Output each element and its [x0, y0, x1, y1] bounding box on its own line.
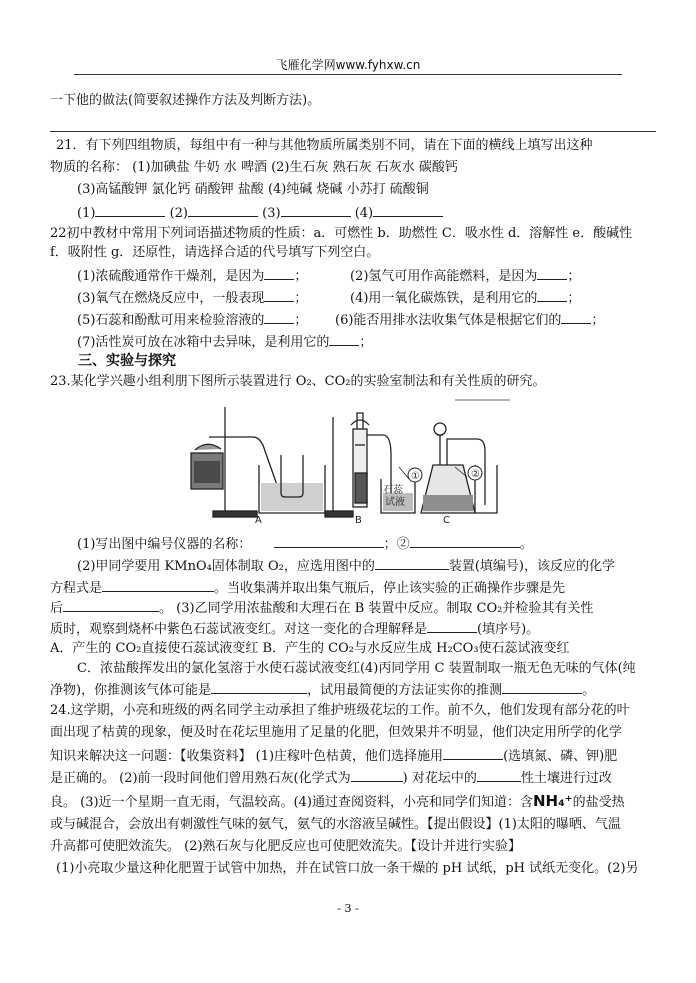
label-c: C [443, 515, 450, 525]
answer-blank[interactable] [477, 768, 521, 782]
label-a: A [255, 515, 262, 525]
question-23: 23.某化学兴趣小组利朋下图所示装置进行 O₂、CO₂的实验室制法和有关性质的研究。 [50, 374, 546, 389]
answer-blank[interactable] [410, 534, 520, 548]
answer-blank[interactable] [561, 310, 591, 324]
answer-blank[interactable] [63, 598, 159, 612]
ammonium-formula: NH₄⁺ [532, 792, 573, 810]
answer-blank[interactable] [264, 288, 294, 302]
answer-rule [50, 131, 656, 132]
text-line: (1)小亮取少量这种化肥置于试管中加热，并在试管口放一条干燥的 pH 试纸，pH 试纸无变化。(2)另 [56, 861, 639, 876]
label-2: ② [471, 469, 480, 480]
answer-blank[interactable] [443, 746, 503, 760]
question-24: 24.这学期，小亮和班级的两名同学主动承担了维护班级花坛的工作。前不久，他们发现有部分花的叶 [50, 703, 630, 718]
text-line: (3)氧气在燃烧反应中，一般表现 ； [77, 288, 307, 307]
apparatus-c [421, 423, 497, 513]
answer-blank[interactable] [537, 266, 567, 280]
text-line: 升高都可使肥效流失。 (2)熟石灰与化肥反应也可使肥效流失。【设计并进行实验】 [50, 839, 522, 854]
text-line: (6)能否用排水法收集气体是根据它们的 ； [335, 310, 604, 329]
label-litmus-1: 石蕊 [383, 485, 403, 496]
answer-blank[interactable] [95, 203, 165, 217]
text-line: (1)浓硫酸通常作干燥剂，是因为 ； [77, 266, 307, 285]
text-line: C．浓盐酸挥发出的氯化氢溶于水使石蕊试液变红(4)丙同学用 C 装置制取一瓶无色无味的气体(纯 [77, 661, 636, 676]
answer-blank[interactable] [264, 266, 294, 280]
text-line: (4)用一氧化碳炼铁，是利用它的 ； [350, 288, 580, 307]
answer-blank[interactable] [188, 203, 258, 217]
apparatus-a [191, 407, 325, 517]
apparatus-figure [185, 395, 515, 525]
answer-blanks-21: (1) (2) (3) (4) [77, 203, 443, 222]
answer-blank[interactable] [102, 578, 214, 592]
answer-blank[interactable] [329, 332, 359, 346]
answer-blank[interactable] [281, 203, 351, 217]
text-line: 一下他的做法(简要叙述操作方法及判断方法)。 [50, 93, 321, 108]
answer-blank[interactable] [375, 556, 449, 570]
text-line: (2)甲同学要用 KMnO₄固体制取 O₂，应选用图中的 装置(填编号)，该反应的化学 [77, 556, 615, 575]
text-line: 或与碱混合，会放出有刺激性气味的氨气，氨气的水溶液呈碱性。【提出假设】(1)太阳的曝晒、气温 [50, 817, 621, 832]
section-heading: 三、实验与探究 [78, 353, 176, 369]
text-line: f．吸附性 g．还原性，请选择合适的代号填写下列空白。 [50, 245, 380, 260]
answer-blank[interactable] [502, 680, 582, 694]
label-b: B [355, 515, 362, 525]
text-line: 知识来解决这一问题：【收集资料】 (1)庄稼叶色枯黄，他们选择施用 (选填氮、磷、钾)肥 [50, 746, 617, 765]
text-line: (2)氢气可用作高能燃料，是因为 ； [350, 266, 580, 285]
text-line: 后 。 (3)乙同学用浓盐酸和大理石在 B 装置中反应。制取 CO₂并检验其有关性 [50, 598, 593, 617]
page-number: - 3 - [337, 902, 359, 915]
text-line: (5)石蕊和酚酞可用来检验溶液的 ； [77, 310, 307, 329]
page-header: 飞雁化学网www.fyhxw.cn [275, 58, 421, 72]
label-1: ① [411, 471, 420, 482]
answer-blank[interactable] [373, 203, 443, 217]
answer-blank[interactable] [211, 680, 307, 694]
question-21: 21．有下列四组物质，每组中有一种与其他物质所属类别不同，请在下面的横线上填写出这种 [56, 138, 593, 153]
label-litmus-2: 试液 [385, 497, 405, 508]
header-rule [74, 74, 622, 75]
answer-blank[interactable] [427, 619, 477, 633]
text-line: (3)高锰酸钾 氯化钙 硝酸钾 盐酸 (4)纯碱 烧碱 小苏打 硫酸铜 [77, 182, 429, 197]
answer-blank[interactable] [274, 534, 384, 548]
answer-blank[interactable] [351, 768, 403, 782]
text-line: A．产生的 CO₂直接使石蕊试液变红 B．产生的 CO₂与水反应生成 H₂CO₃使石蕊试液变红 [50, 641, 570, 656]
text-line: 物质的名称： (1)加碘盐 牛奶 水 啤酒 (2)生石灰 熟石灰 石灰水 碳酸钙 [50, 160, 458, 175]
text-line: 方程式是 。当收集满并取出集气瓶后，停止该实验的正确操作步骤是先 [50, 578, 565, 597]
text-line: 质时，观察到烧杯中紫色石蕊试液变红。对这一变化的合理解释是 (填序号)。 [50, 619, 539, 638]
text-line: 面出现了枯黄的现象，便及时在花坛里施用了足量的化肥，但效果并不明显，他们决定用所学的化学 [50, 725, 623, 740]
answer-blank[interactable] [537, 288, 567, 302]
text-line: 净物)，你推测该气体可能是 ，试用最简便的方法证实你的推测 。 [50, 680, 595, 699]
text-line: 是正确的。 (2)前一段时间他们曾用熟石灰(化学式为 ) 对花坛中的 性土壤进行过改 [50, 768, 612, 787]
text-line: 良。 (3)近一个星期一直无雨，气温较高。(4)通过查阅资料，小亮和同学们知道：含NH₄⁺的盐受热 [50, 792, 625, 810]
answer-blank[interactable] [264, 310, 294, 324]
text-line: (7)活性炭可放在冰箱中去异味，是利用它的 ； [77, 332, 372, 351]
text-line: (1)写出图中编号仪器的名称： ；② 。 [77, 534, 533, 553]
question-22: 22初中教材中常用下列词语描述物质的性质：a．可燃性 b．助燃性 C．吸水性 d．溶解性 e．酸碱性 [50, 226, 633, 241]
